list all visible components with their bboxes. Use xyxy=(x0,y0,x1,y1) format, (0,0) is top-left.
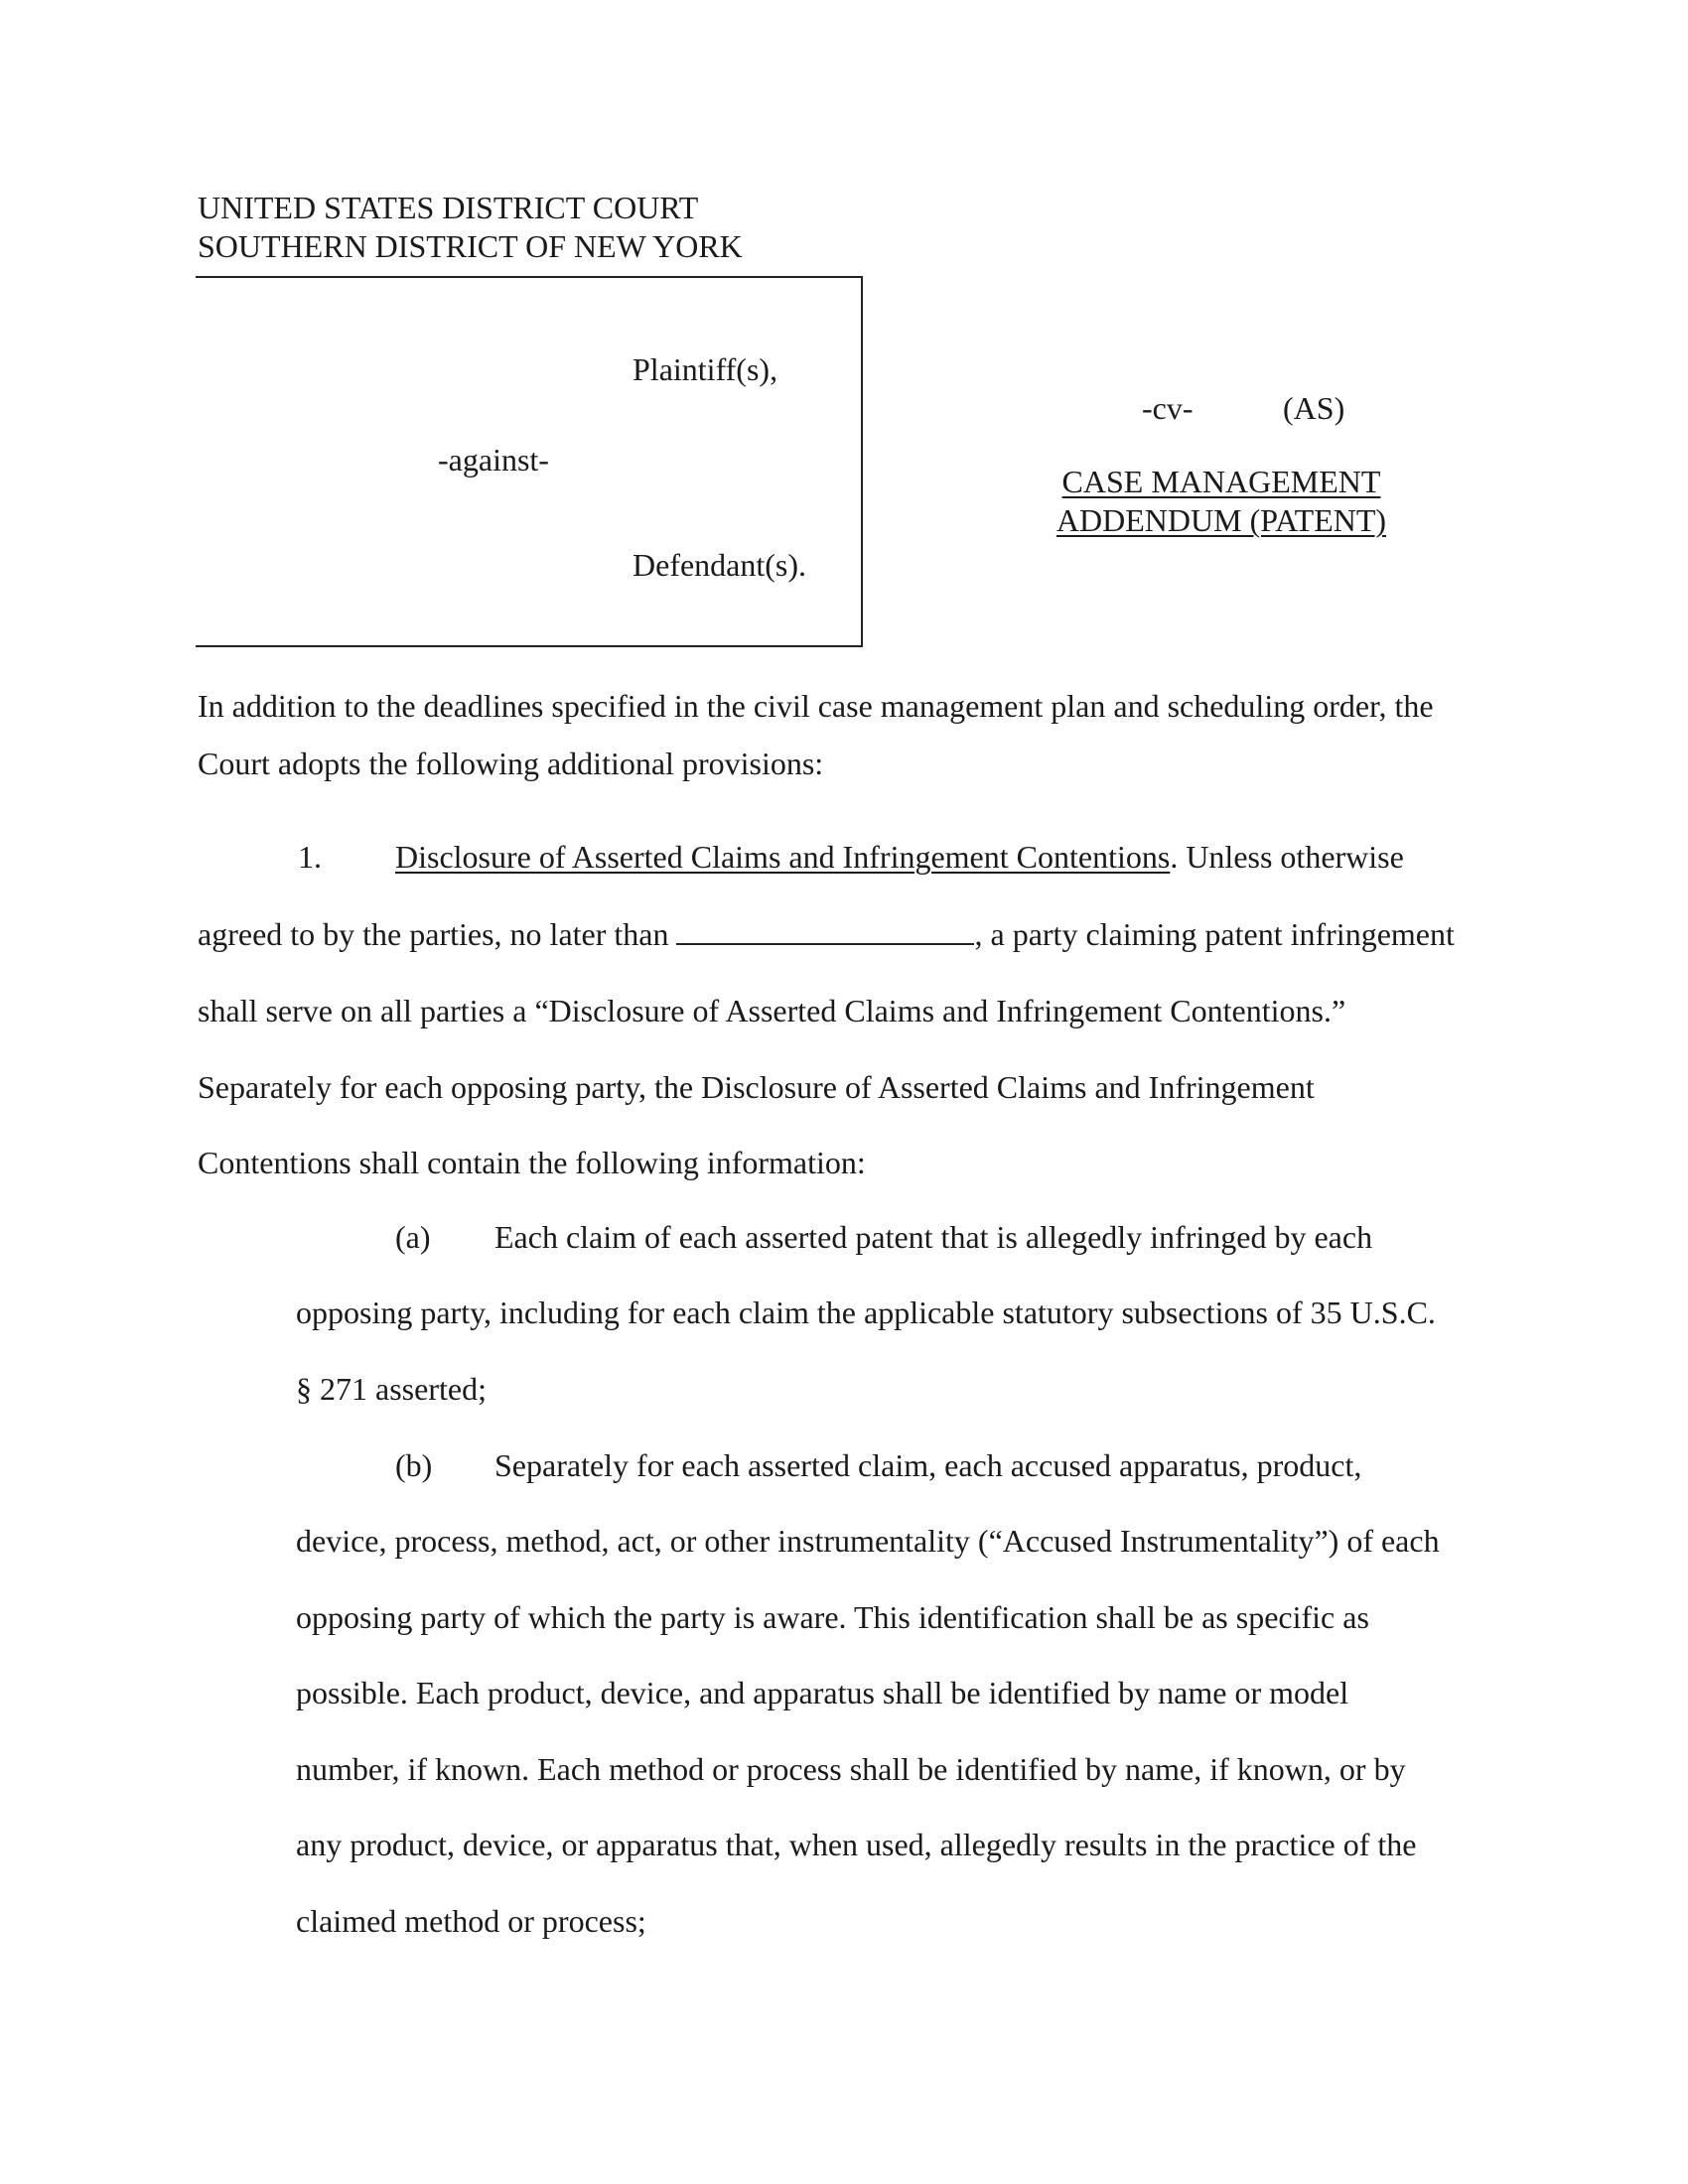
item-label: (a) xyxy=(395,1219,431,1255)
document-title-line1: CASE MANAGEMENT xyxy=(1061,464,1381,499)
item-line: claimed method or process; xyxy=(296,1903,646,1939)
defendant-label: Defendant(s). xyxy=(633,547,807,583)
document-title xyxy=(1048,463,1395,540)
item-line: possible. Each product, device, and apparatus shall be identified by name or model xyxy=(296,1675,1349,1710)
section-number: 1. xyxy=(298,839,322,875)
against-label: -against- xyxy=(438,442,549,478)
section-line-start: agreed to by the parties, no later than xyxy=(198,916,669,952)
court-district: SOUTHERN DISTRICT OF NEW YORK xyxy=(198,228,743,264)
item-label: (b) xyxy=(395,1447,433,1483)
intro-line: Court adopts the following additional provisions: xyxy=(198,746,824,781)
section-heading-continuation: . Unless otherwise xyxy=(1170,839,1404,875)
judge-initials: (AS) xyxy=(1283,390,1345,426)
document-title-line2: ADDENDUM (PATENT) xyxy=(1055,502,1387,538)
section-heading-line xyxy=(395,841,1404,873)
plaintiff-label: Plaintiff(s), xyxy=(633,351,778,387)
item-line: number, if known. Each method or process shall be identified by name, if known, or by xyxy=(296,1751,1406,1787)
section-line: shall serve on all parties a “Disclosure of Asserted Claims and Infringement Contentions.” xyxy=(198,993,1346,1028)
item-line: § 271 asserted; xyxy=(296,1371,487,1407)
item-line: any product, device, or apparatus that, when used, allegedly results in the practice of the xyxy=(296,1827,1417,1862)
section-heading: Disclosure of Asserted Claims and Infringement Contentions xyxy=(395,839,1171,875)
section-line: Separately for each opposing party, the Disclosure of Asserted Claims and Infringement xyxy=(198,1069,1315,1105)
item-line: Each claim of each asserted patent that is allegedly infringed by each xyxy=(494,1219,1373,1255)
court-header xyxy=(198,189,743,266)
item-line: Separately for each asserted claim, each accused apparatus, product, xyxy=(494,1447,1362,1483)
date-blank[interactable] xyxy=(676,917,974,945)
section-line xyxy=(198,916,1488,953)
section-line: Contentions shall contain the following information: xyxy=(198,1145,866,1180)
court-name: UNITED STATES DISTRICT COURT xyxy=(198,190,699,225)
item-line: device, process, method, act, or other instrumentality (“Accused Instrumentality”) of each xyxy=(296,1523,1440,1559)
intro-line: In addition to the deadlines specified in the civil case management plan and scheduling order, the xyxy=(198,688,1434,724)
case-number: -cv- xyxy=(1142,390,1194,426)
item-line: opposing party, including for each claim the applicable statutory subsections of 35 U.S.C. xyxy=(296,1295,1436,1330)
item-line: opposing party of which the party is aware. This identification shall be as specific as xyxy=(296,1599,1369,1635)
section-line-end: , a party claiming patent infringement xyxy=(974,916,1455,952)
